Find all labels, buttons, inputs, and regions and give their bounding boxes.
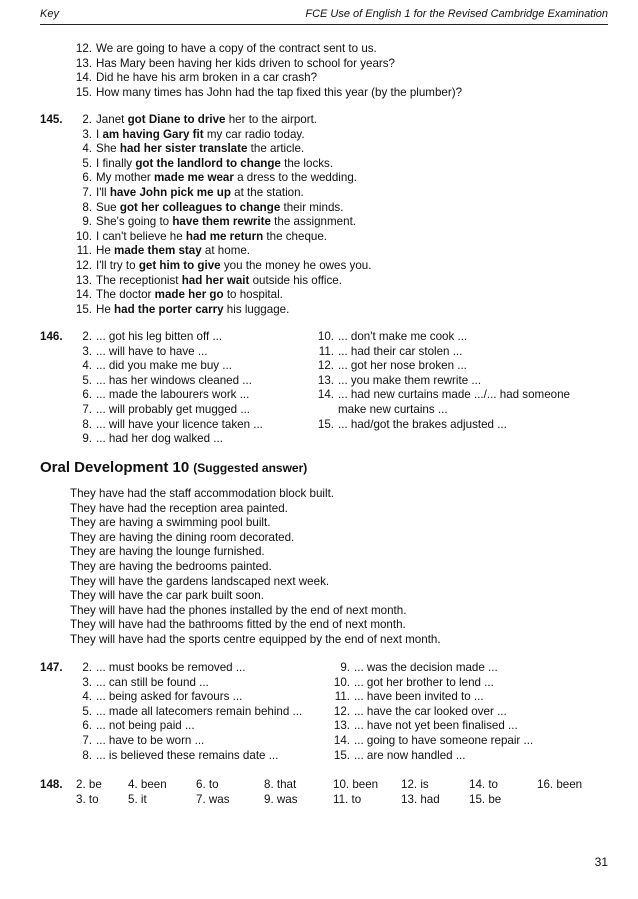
item-text-pre: She's going to	[96, 215, 173, 229]
item-text: ... have to be worn ...	[96, 734, 205, 747]
item-text: make new curtains ...	[338, 403, 448, 416]
item-text: ... has her windows cleaned ...	[96, 373, 252, 387]
item-text-pre: I	[96, 127, 103, 141]
item-number: 6.	[82, 719, 92, 733]
item-text: ... had/got the brakes adjusted ...	[338, 417, 507, 431]
item-text: ... did you make me buy ...	[96, 359, 232, 373]
answer-line	[70, 705, 302, 719]
item-number: 2.	[82, 113, 92, 126]
answer-line	[70, 719, 195, 733]
item-number: 5.	[82, 704, 92, 718]
item-text-bold: got her colleagues to change	[119, 200, 281, 214]
answer-line	[328, 676, 494, 690]
item-number: 15.	[75, 302, 92, 316]
item-text: ... is believed these remains date ...	[96, 748, 279, 762]
oral-answer-line: They are having the lounge furnished.	[70, 545, 265, 559]
answer-line	[70, 244, 250, 258]
answer-line	[312, 345, 462, 359]
item-text: ... got his leg bitten off ...	[96, 330, 223, 343]
answer-line	[70, 171, 357, 185]
answer-line	[70, 418, 263, 432]
answer-cell: 15. be	[469, 792, 502, 806]
item-text-pre: I'll	[96, 186, 110, 199]
answer-line	[312, 403, 448, 417]
item-text: ... being asked for favours ...	[96, 690, 243, 704]
answer-cell: 8. that	[264, 778, 297, 791]
item-number: 8.	[82, 200, 92, 214]
item-number: 12.	[75, 42, 92, 55]
answer-line	[70, 359, 232, 373]
item-text-bold: am having Gary fit	[102, 127, 204, 141]
item-text-post: the assignment.	[270, 215, 357, 229]
oral-answer-line: They will have the gardens landscaped next week.	[70, 574, 330, 588]
item-number: 4.	[82, 142, 92, 156]
item-text-post: at home.	[201, 244, 251, 258]
item-text-pre: The receptionist	[96, 273, 182, 287]
page-number: 31	[594, 855, 608, 869]
answer-line	[70, 186, 304, 200]
answer-line	[70, 71, 317, 85]
item-number: 9.	[82, 215, 92, 229]
answer-line	[70, 690, 242, 704]
answer-line	[70, 157, 333, 171]
item-text: ... made all latecomers remain behind ...	[96, 704, 303, 718]
item-number: 13.	[333, 719, 350, 733]
answer-line	[70, 259, 371, 273]
answer-line	[70, 230, 327, 244]
item-number: 10.	[317, 330, 334, 343]
item-text: Did he have his arm broken in a car crash?	[96, 71, 318, 85]
answer-line	[70, 661, 246, 675]
answer-line	[312, 359, 467, 373]
item-number: 3.	[82, 127, 92, 141]
answer-line	[70, 215, 356, 229]
exercise-145-label: 145.	[40, 113, 63, 126]
oral-answer-line: They are having a swimming pool built.	[70, 516, 271, 530]
item-number: 10.	[75, 229, 92, 243]
exercise-146-label: 146.	[40, 330, 63, 343]
section-title-sub: (Suggested answer)	[193, 461, 308, 475]
item-text-pre: I finally	[96, 156, 136, 170]
item-text-bold: had the porter carry	[114, 302, 224, 316]
item-text-pre: Sue	[96, 200, 120, 214]
item-text: ... have been invited to ...	[354, 690, 484, 704]
item-text-bold: have them rewrite	[172, 215, 271, 229]
item-number: 13.	[75, 273, 92, 287]
item-text-post: you the money he owes you.	[220, 259, 372, 272]
answer-line	[70, 676, 209, 690]
item-number: 5.	[82, 156, 92, 170]
item-number: 14.	[333, 734, 350, 747]
answer-cell: 5. it	[128, 792, 147, 806]
item-text-post: at the station.	[230, 186, 304, 199]
item-text: ... had her dog walked ...	[96, 432, 223, 446]
item-number: 6.	[82, 171, 92, 185]
header-left: Key	[40, 8, 59, 20]
item-text-bold: get him to give	[138, 259, 221, 272]
item-text-pre: My mother	[96, 171, 154, 185]
item-text: ... will have to have ...	[96, 344, 208, 358]
item-text: How many times has John had the tap fixed this year (by the plumber)?	[96, 85, 463, 99]
answer-line	[70, 330, 222, 344]
item-text-pre: I can't believe he	[96, 229, 186, 243]
oral-answer-line: They are having the bedrooms painted.	[70, 560, 272, 573]
answer-line	[328, 705, 507, 719]
item-text: ... will have your licence taken ...	[96, 417, 263, 431]
item-number: 2.	[82, 330, 92, 343]
item-number: 8.	[82, 417, 92, 431]
item-number: 12.	[333, 704, 350, 718]
answer-line	[70, 57, 395, 71]
item-number: 14.	[75, 288, 92, 302]
answer-cell: 11. to	[333, 792, 362, 806]
item-text: Has Mary been having her kids driven to school for years?	[96, 56, 396, 70]
item-text: ... not being paid ...	[96, 719, 195, 733]
item-number: 3.	[82, 675, 92, 689]
item-number: 4.	[82, 359, 92, 373]
item-text-pre: Janet	[96, 113, 128, 126]
item-number: 11.	[76, 244, 92, 258]
answer-line	[70, 288, 283, 302]
item-text: ... are now handled ...	[354, 748, 466, 762]
item-number: 7.	[82, 734, 92, 747]
answer-cell: 6. to	[196, 778, 219, 791]
item-text: We are going to have a copy of the contract sent to us.	[96, 42, 377, 55]
item-text: ... don't make me cook ...	[338, 330, 468, 343]
section-title	[40, 459, 307, 476]
oral-answer-line: They have had the staff accommodation block built.	[70, 487, 335, 500]
item-text-post: my car radio today.	[203, 127, 305, 141]
item-number: 10.	[333, 675, 350, 689]
item-text: ... got her brother to lend ...	[354, 675, 494, 689]
item-text-post: her to the airport.	[225, 113, 318, 126]
item-text-post: the locks.	[280, 156, 334, 170]
item-number: 13.	[75, 56, 92, 70]
item-number: 12.	[317, 359, 334, 373]
exercise-147-label: 147.	[40, 661, 63, 674]
answer-line	[70, 749, 278, 763]
item-text-post: outside his office.	[249, 273, 342, 287]
item-text: ... will probably get mugged ...	[96, 403, 251, 416]
item-number: 15.	[333, 748, 350, 762]
page-header	[40, 6, 608, 25]
answer-line	[70, 734, 204, 748]
answer-line	[70, 42, 377, 56]
item-text-post: the article.	[247, 142, 305, 156]
item-text-post: a dress to the wedding.	[233, 171, 358, 185]
item-text-bold: got the landlord to change	[135, 156, 281, 170]
item-text-bold: had her sister translate	[119, 142, 248, 156]
item-number: 15.	[317, 417, 334, 431]
item-number: 14.	[75, 71, 92, 85]
item-text: ... was the decision made ...	[354, 661, 498, 674]
item-text: ... can still be found ...	[96, 675, 209, 689]
oral-answer-line: They will have the car park built soon.	[70, 589, 264, 603]
oral-answer-line: They will have had the phones installed by the end of next month.	[70, 603, 407, 617]
answer-line	[70, 113, 317, 127]
item-number: 9.	[82, 432, 92, 446]
item-number: 14.	[317, 388, 334, 402]
answer-line	[70, 432, 223, 446]
item-text: ... have not yet been finalised ...	[354, 719, 518, 733]
item-text-post: to hospital.	[223, 288, 283, 302]
item-text: ... have the car looked over ...	[354, 704, 507, 718]
answer-line	[70, 274, 342, 288]
item-number: 8.	[82, 748, 92, 762]
answer-line	[70, 303, 289, 317]
answer-line	[328, 661, 498, 675]
item-text: ... must books be removed ...	[96, 661, 246, 674]
item-text-bold: made me wear	[153, 171, 234, 185]
oral-answer-line: They will have had the bathrooms fitted by the end of next month.	[70, 618, 406, 632]
item-number: 11.	[318, 344, 334, 358]
answer-line	[328, 749, 466, 763]
item-number: 7.	[82, 186, 92, 199]
answer-cell: 10. been	[333, 778, 379, 791]
item-number: 5.	[82, 373, 92, 387]
oral-answer-line: They are having the dining room decorated.	[70, 530, 295, 544]
item-text: ... had their car stolen ...	[338, 344, 463, 358]
answer-cell: 3. to	[76, 792, 99, 806]
answer-line	[70, 388, 249, 402]
oral-answer-line: They have had the reception area painted.	[70, 501, 288, 515]
answer-line	[70, 345, 207, 359]
answer-cell: 7. was	[196, 792, 230, 806]
answer-line	[70, 374, 252, 388]
answer-cell: 4. been	[128, 778, 167, 791]
section-title-main: Oral Development 10	[40, 459, 190, 476]
answer-line	[70, 142, 304, 156]
header-right: FCE Use of English 1 for the Revised Cambridge Examination	[305, 8, 608, 20]
answer-line	[70, 403, 250, 417]
answer-cell: 12. is	[401, 778, 429, 791]
item-text-bold: made them stay	[114, 244, 202, 258]
item-number: 6.	[82, 388, 92, 402]
answer-line	[312, 388, 570, 402]
answer-cell: 16. been	[537, 778, 583, 791]
item-number: 13.	[317, 373, 334, 387]
answer-line	[328, 719, 518, 733]
answer-cell: 9. was	[264, 792, 298, 806]
item-text-bold: made her go	[154, 288, 224, 302]
item-number: 2.	[82, 661, 92, 674]
item-text: ... you make them rewrite ...	[338, 373, 482, 387]
answer-cell: 14. to	[469, 778, 499, 791]
answer-cell: 13. had	[401, 792, 440, 806]
item-text: ... going to have someone repair ...	[354, 734, 534, 747]
item-text-bold: have John pick me up	[109, 186, 231, 199]
item-text: ... had new curtains made .../... had someone	[338, 388, 571, 402]
item-text: ... made the labourers work ...	[96, 388, 250, 402]
item-text-pre: I'll try to	[96, 259, 139, 272]
item-text-pre: He	[96, 244, 115, 258]
item-number: 7.	[82, 403, 92, 416]
item-number: 3.	[82, 344, 92, 358]
item-text-bold: had her wait	[181, 273, 250, 287]
answer-line	[70, 86, 462, 100]
item-text-pre: The doctor	[96, 288, 155, 302]
item-number: 12.	[75, 259, 92, 272]
item-text-bold: had me return	[185, 229, 264, 243]
answer-line	[312, 374, 481, 388]
item-text-post: his luggage.	[223, 302, 290, 316]
answer-cell: 2. be	[76, 778, 102, 791]
item-number: 15.	[75, 85, 92, 99]
exercise-148-label: 148.	[40, 778, 63, 791]
item-number: 4.	[82, 690, 92, 704]
item-text-pre: He	[96, 302, 115, 316]
item-text: ... got her nose broken ...	[338, 359, 467, 373]
answer-line	[328, 690, 484, 704]
item-text-post: their minds.	[280, 200, 344, 214]
item-text-pre: She	[96, 142, 120, 156]
answer-line	[328, 734, 533, 748]
item-text-bold: got Diane to drive	[127, 113, 226, 126]
item-number: 9.	[340, 661, 350, 674]
item-number: 11.	[334, 690, 350, 704]
answer-line	[312, 330, 467, 344]
answer-line	[70, 201, 343, 215]
oral-answer-line: They will have had the sports centre equipped by the end of next month.	[70, 633, 441, 646]
answer-line	[70, 128, 305, 142]
item-text-post: the cheque.	[263, 229, 328, 243]
answer-line	[312, 418, 507, 432]
